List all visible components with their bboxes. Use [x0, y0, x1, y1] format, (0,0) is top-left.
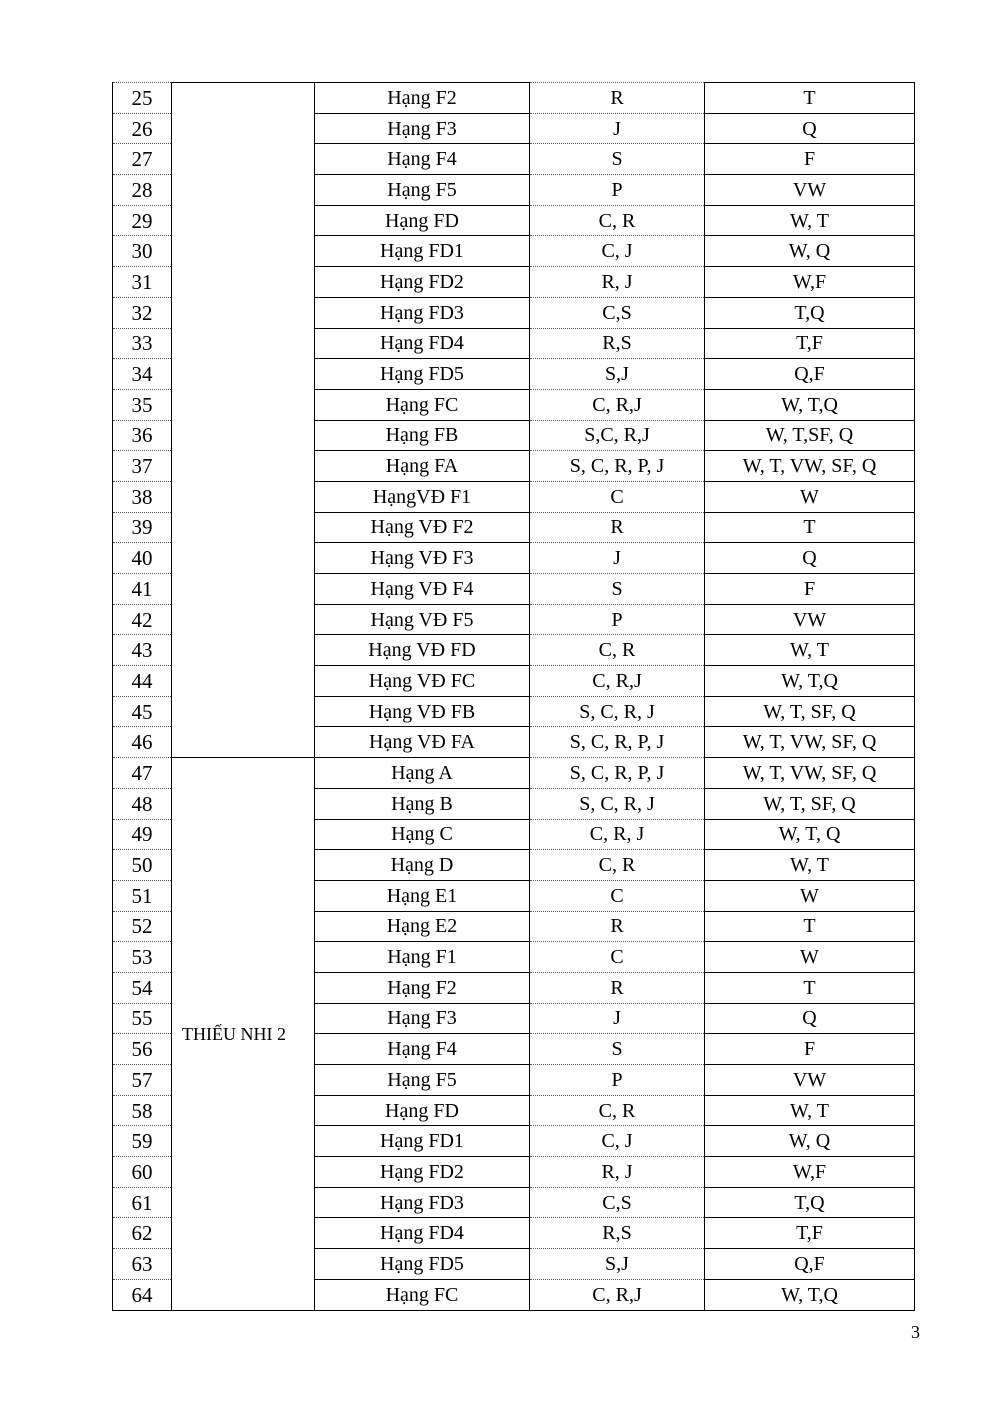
row-number: 29	[113, 205, 172, 236]
dance-codes-alt-cell: W	[705, 880, 915, 911]
dance-codes-alt-cell: Q	[705, 543, 915, 574]
row-number: 46	[113, 727, 172, 758]
class-name-cell: Hạng D	[315, 850, 530, 881]
class-name-cell: Hạng F4	[315, 144, 530, 175]
dance-codes-cell: S,J	[530, 359, 705, 390]
row-number: 43	[113, 635, 172, 666]
row-number: 38	[113, 481, 172, 512]
page-number: 3	[911, 1322, 920, 1342]
dance-codes-alt-cell: W	[705, 942, 915, 973]
dance-codes-cell: C, R	[530, 1095, 705, 1126]
dance-codes-alt-cell: T,Q	[705, 297, 915, 328]
class-name-cell: Hạng FD	[315, 1095, 530, 1126]
class-name-cell: Hạng FD3	[315, 297, 530, 328]
class-name-cell: Hạng F5	[315, 1065, 530, 1096]
class-name-cell: Hạng FD2	[315, 1157, 530, 1188]
dance-codes-alt-cell: F	[705, 144, 915, 175]
dance-codes-cell: C,S	[530, 297, 705, 328]
dance-codes-alt-cell: W, T	[705, 1095, 915, 1126]
dance-codes-alt-cell: W,F	[705, 1157, 915, 1188]
dance-codes-alt-cell: VW	[705, 604, 915, 635]
table-row	[113, 83, 915, 114]
row-number: 34	[113, 359, 172, 390]
dance-codes-cell: C, J	[530, 236, 705, 267]
dance-codes-alt-cell: W, T, VW, SF, Q	[705, 758, 915, 789]
dance-codes-cell: S,C, R,J	[530, 420, 705, 451]
dance-codes-alt-cell: T	[705, 911, 915, 942]
dance-codes-cell: R,S	[530, 328, 705, 359]
class-name-cell: Hạng FD1	[315, 236, 530, 267]
row-number: 63	[113, 1249, 172, 1280]
dance-codes-alt-cell: T,F	[705, 1218, 915, 1249]
row-number: 42	[113, 604, 172, 635]
dance-codes-alt-cell: T,F	[705, 328, 915, 359]
row-number: 53	[113, 942, 172, 973]
class-name-cell: Hạng VĐ F3	[315, 543, 530, 574]
dance-codes-alt-cell: W, T,SF, Q	[705, 420, 915, 451]
class-name-cell: Hạng VĐ FD	[315, 635, 530, 666]
table-body	[113, 83, 915, 1311]
dance-codes-cell: R, J	[530, 267, 705, 298]
class-name-cell: Hạng F4	[315, 1034, 530, 1065]
row-number: 25	[113, 83, 172, 114]
row-number: 64	[113, 1279, 172, 1310]
class-name-cell: Hạng F5	[315, 175, 530, 206]
row-number: 44	[113, 666, 172, 697]
dance-codes-alt-cell: W, T, SF, Q	[705, 788, 915, 819]
dance-codes-cell: J	[530, 1003, 705, 1034]
row-number: 45	[113, 696, 172, 727]
dance-codes-cell: R	[530, 83, 705, 114]
dance-codes-cell: C, J	[530, 1126, 705, 1157]
dance-codes-alt-cell: VW	[705, 175, 915, 206]
dance-codes-alt-cell: T	[705, 972, 915, 1003]
dance-codes-alt-cell: W, T, SF, Q	[705, 696, 915, 727]
dance-codes-cell: R	[530, 972, 705, 1003]
row-number: 31	[113, 267, 172, 298]
dance-codes-cell: C	[530, 942, 705, 973]
row-number: 37	[113, 451, 172, 482]
dance-codes-cell: R	[530, 512, 705, 543]
dance-codes-cell: S, C, R, J	[530, 788, 705, 819]
dance-codes-alt-cell: Q	[705, 1003, 915, 1034]
dance-codes-cell: S, C, R, J	[530, 696, 705, 727]
row-number: 47	[113, 758, 172, 789]
dance-codes-cell: P	[530, 175, 705, 206]
dance-class-table	[112, 82, 915, 1311]
row-number: 33	[113, 328, 172, 359]
class-name-cell: Hạng VĐ FC	[315, 666, 530, 697]
class-name-cell: Hạng FD1	[315, 1126, 530, 1157]
row-number: 58	[113, 1095, 172, 1126]
group-cell-top	[172, 83, 315, 758]
dance-codes-cell: S	[530, 574, 705, 605]
class-name-cell: Hạng A	[315, 758, 530, 789]
dance-codes-cell: S, C, R, P, J	[530, 727, 705, 758]
dance-codes-alt-cell: F	[705, 1034, 915, 1065]
dance-codes-alt-cell: W, T	[705, 205, 915, 236]
dance-codes-cell: C, R,J	[530, 389, 705, 420]
class-name-cell: Hạng VĐ F4	[315, 574, 530, 605]
class-name-cell: Hạng FA	[315, 451, 530, 482]
class-name-cell: Hạng VĐ F5	[315, 604, 530, 635]
dance-codes-alt-cell: W,F	[705, 267, 915, 298]
class-name-cell: Hạng FD3	[315, 1187, 530, 1218]
class-name-cell: Hạng F2	[315, 972, 530, 1003]
dance-codes-cell: S, C, R, P, J	[530, 758, 705, 789]
row-number: 35	[113, 389, 172, 420]
class-name-cell: Hạng F3	[315, 1003, 530, 1034]
row-number: 61	[113, 1187, 172, 1218]
dance-codes-alt-cell: Q	[705, 113, 915, 144]
dance-codes-alt-cell: W	[705, 481, 915, 512]
dance-codes-cell: S,J	[530, 1249, 705, 1280]
dance-codes-cell: C, R,J	[530, 666, 705, 697]
group-cell-thieu-nhi-2: THIẾU NHI 2	[172, 758, 315, 1310]
class-name-cell: Hạng FD	[315, 205, 530, 236]
row-number: 59	[113, 1126, 172, 1157]
row-number: 26	[113, 113, 172, 144]
class-name-cell: Hạng FC	[315, 1279, 530, 1310]
class-name-cell: Hạng FD4	[315, 1218, 530, 1249]
row-number: 49	[113, 819, 172, 850]
class-name-cell: Hạng FD5	[315, 1249, 530, 1280]
class-name-cell: Hạng FC	[315, 389, 530, 420]
dance-codes-cell: C, R	[530, 205, 705, 236]
row-number: 56	[113, 1034, 172, 1065]
dance-codes-alt-cell: W, Q	[705, 236, 915, 267]
dance-codes-alt-cell: W, T,Q	[705, 1279, 915, 1310]
dance-codes-alt-cell: W, Q	[705, 1126, 915, 1157]
dance-codes-cell: P	[530, 604, 705, 635]
class-name-cell: Hạng F1	[315, 942, 530, 973]
dance-codes-cell: C,S	[530, 1187, 705, 1218]
class-name-cell: Hạng FB	[315, 420, 530, 451]
class-name-cell: Hạng E2	[315, 911, 530, 942]
dance-codes-alt-cell: T	[705, 512, 915, 543]
dance-codes-cell: R,S	[530, 1218, 705, 1249]
dance-codes-cell: C	[530, 880, 705, 911]
row-number: 54	[113, 972, 172, 1003]
row-number: 52	[113, 911, 172, 942]
row-number: 60	[113, 1157, 172, 1188]
dance-codes-alt-cell: W, T, Q	[705, 819, 915, 850]
class-name-cell: Hạng VĐ F2	[315, 512, 530, 543]
dance-codes-cell: J	[530, 113, 705, 144]
class-name-cell: Hạng VĐ FA	[315, 727, 530, 758]
dance-codes-cell: R, J	[530, 1157, 705, 1188]
row-number: 39	[113, 512, 172, 543]
dance-codes-cell: R	[530, 911, 705, 942]
class-name-cell: Hạng C	[315, 819, 530, 850]
dance-codes-cell: C, R, J	[530, 819, 705, 850]
dance-codes-alt-cell: VW	[705, 1065, 915, 1096]
class-name-cell: Hạng F2	[315, 83, 530, 114]
dance-codes-cell: C, R	[530, 850, 705, 881]
dance-codes-cell: S, C, R, P, J	[530, 451, 705, 482]
dance-codes-alt-cell: W, T	[705, 850, 915, 881]
dance-codes-alt-cell: W, T, VW, SF, Q	[705, 727, 915, 758]
dance-codes-alt-cell: T,Q	[705, 1187, 915, 1218]
dance-codes-cell: S	[530, 1034, 705, 1065]
dance-codes-cell: P	[530, 1065, 705, 1096]
dance-codes-alt-cell: Q,F	[705, 1249, 915, 1280]
dance-codes-cell: J	[530, 543, 705, 574]
table-row	[113, 758, 915, 789]
dance-codes-alt-cell: Q,F	[705, 359, 915, 390]
row-number: 51	[113, 880, 172, 911]
class-name-cell: HạngVĐ F1	[315, 481, 530, 512]
row-number: 41	[113, 574, 172, 605]
row-number: 57	[113, 1065, 172, 1096]
class-name-cell: Hạng FD4	[315, 328, 530, 359]
row-number: 55	[113, 1003, 172, 1034]
class-name-cell: Hạng FD5	[315, 359, 530, 390]
class-name-cell: Hạng B	[315, 788, 530, 819]
dance-codes-cell: S	[530, 144, 705, 175]
row-number: 62	[113, 1218, 172, 1249]
class-name-cell: Hạng VĐ FB	[315, 696, 530, 727]
dance-codes-cell: C, R	[530, 635, 705, 666]
class-name-cell: Hạng FD2	[315, 267, 530, 298]
row-number: 28	[113, 175, 172, 206]
dance-codes-alt-cell: W, T, VW, SF, Q	[705, 451, 915, 482]
row-number: 40	[113, 543, 172, 574]
class-name-cell: Hạng F3	[315, 113, 530, 144]
dance-codes-cell: C, R,J	[530, 1279, 705, 1310]
class-name-cell: Hạng E1	[315, 880, 530, 911]
dance-codes-alt-cell: T	[705, 83, 915, 114]
row-number: 36	[113, 420, 172, 451]
dance-codes-alt-cell: W, T,Q	[705, 666, 915, 697]
row-number: 50	[113, 850, 172, 881]
row-number: 30	[113, 236, 172, 267]
dance-codes-cell: C	[530, 481, 705, 512]
row-number: 48	[113, 788, 172, 819]
dance-codes-alt-cell: W, T,Q	[705, 389, 915, 420]
dance-codes-alt-cell: F	[705, 574, 915, 605]
row-number: 32	[113, 297, 172, 328]
dance-codes-alt-cell: W, T	[705, 635, 915, 666]
row-number: 27	[113, 144, 172, 175]
